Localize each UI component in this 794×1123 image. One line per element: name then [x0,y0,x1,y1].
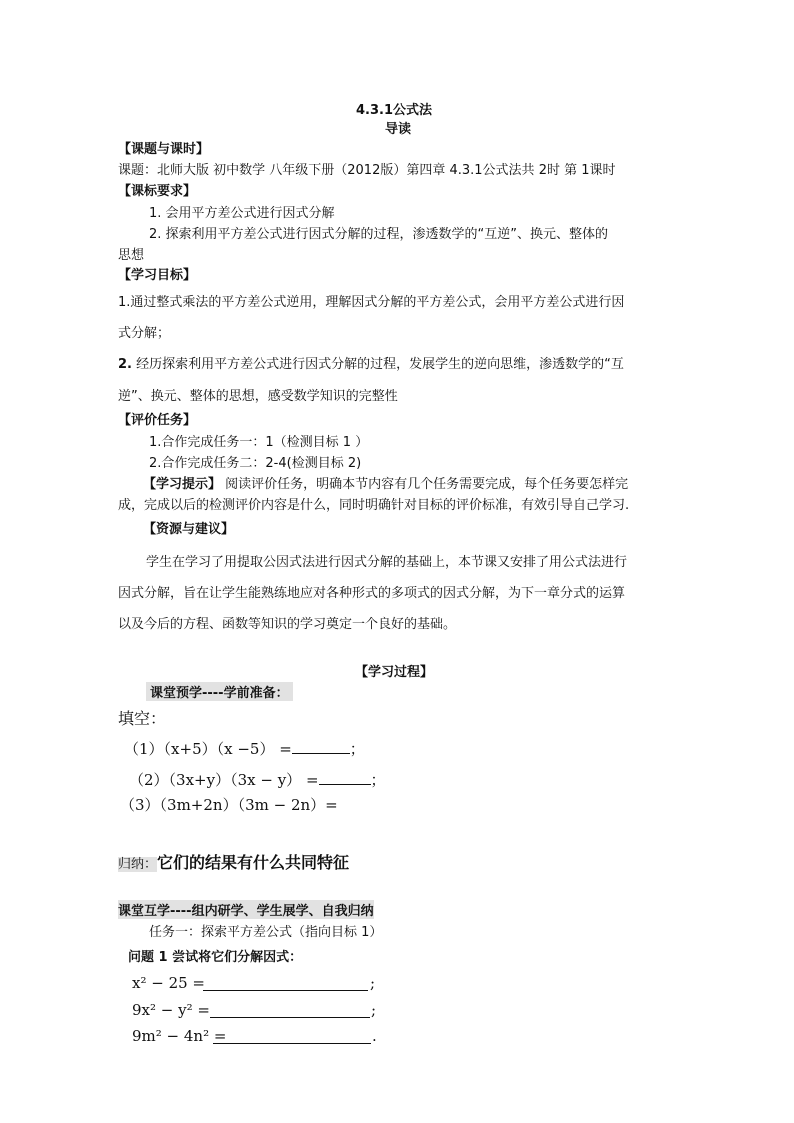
interaction-heading: 课堂互学----组内研学、学生展学、自我归纳 [118,900,374,919]
resources-heading: 【资源与建议】 [143,522,235,537]
summary [118,850,349,873]
exercise-2-end: ； [370,771,386,789]
objective-2-line-1 [118,353,624,372]
objective-2-text: 经历探索利用平方差公式进行因式分解的过程，发展学生的逆向思维，渗透数学的“互 [131,357,624,372]
evaluation-item-2: 2.合作完成任务二：2-4(检测目标 2) [149,456,362,471]
resources-line-1: 学生在学习了用提取公因式法进行因式分解的基础上，本节课又安排了用公式法进行 [146,555,628,570]
course-text: 课题：北师大版 初中数学 八年级下册（2012版）第四章 4.3.1公式法共 2时 第 1课时 [118,163,616,178]
expression-1-text: x² − 25 = [132,974,206,992]
exercise-2 [129,769,386,790]
question-1: 问题 1 尝试将它们分解因式： [128,950,303,965]
standards-item-2: 2. 探索利用平方差公式进行因式分解的过程，渗透数学的“互逆”、换元、整体的 [149,227,609,242]
exercise-2-blank[interactable] [319,770,371,785]
summary-text: 它们的结果有什么共同特征 [157,853,350,872]
process-heading: 【学习过程】 [355,665,434,680]
expression-2 [132,1001,210,1019]
expression-3-blank[interactable] [213,1029,371,1044]
course-heading: 【课题与课时】 [118,142,210,157]
objective-2-line-2: 逆”、换元、整体的思想，感受数学知识的完整性 [118,389,398,404]
exercise-1 [124,738,365,759]
fill-label: 填空： [118,709,167,728]
expression-1-blank[interactable] [203,976,368,991]
exercise-1-blank[interactable] [292,739,350,754]
objective-1-line-2: 式分解； [118,326,171,341]
page-title: 4.3.1公式法 [356,103,433,118]
expression-2-end: ; [371,1001,377,1019]
hint-label: 【学习提示】 [143,477,222,492]
expression-2-blank[interactable] [210,1003,370,1018]
objective-1-line-1: 1.通过整式乘法的平方差公式逆用，理解因式分解的平方差公式，会用平方差公式进行因 [118,295,625,310]
resources-line-3: 以及今后的方程、函数等知识的学习奠定一个良好的基础。 [118,617,457,632]
summary-prefix: 归纳： [118,857,158,872]
expression-1-end: ; [370,974,376,992]
exercise-3: （3）（3m+2n）（3m − 2n）= [120,796,338,814]
expression-3-text: 9m² − 4n² = [132,1027,227,1045]
preview-heading: 课堂预学----学前准备： [146,682,293,701]
exercise-2-text: （2）（3x+y）（3x − y） = [129,771,319,789]
evaluation-item-1: 1.合作完成任务一：1（检测目标 1 ） [149,435,369,450]
evaluation-heading: 【评价任务】 [118,413,197,428]
exercise-1-end: ； [349,740,365,758]
expression-3-end: . [372,1027,377,1045]
standards-heading: 【课标要求】 [118,184,197,199]
expression-2-text: 9x² − y² = [132,1001,210,1019]
hint-text: 阅读评价任务，明确本节内容有几个任务需要完成，每个任务要怎样完 [221,477,629,492]
resources-line-2: 因式分解，旨在让学生能熟练地应对各种形式的多项式的因式分解，为下一章分式的运算 [118,586,626,601]
objectives-heading: 【学习目标】 [118,268,197,283]
task-1-heading: 任务一：探索平方差公式（指向目标 1） [149,925,383,940]
objective-2-number: 2. [118,357,132,372]
standards-item-2-cont: 思想 [118,248,145,263]
page-subtitle: 导读 [385,122,412,137]
exercise-1-text: （1）（x+5）（x −5） = [124,740,292,758]
hint-line-1 [143,473,628,492]
standards-item-1: 1. 会用平方差公式进行因式分解 [149,206,335,221]
hint-line-2: 成，完成以后的检测评价内容是什么，同时明确针对目标的评价标准，有效引导自己学习. [118,498,630,513]
expression-1 [132,974,205,992]
